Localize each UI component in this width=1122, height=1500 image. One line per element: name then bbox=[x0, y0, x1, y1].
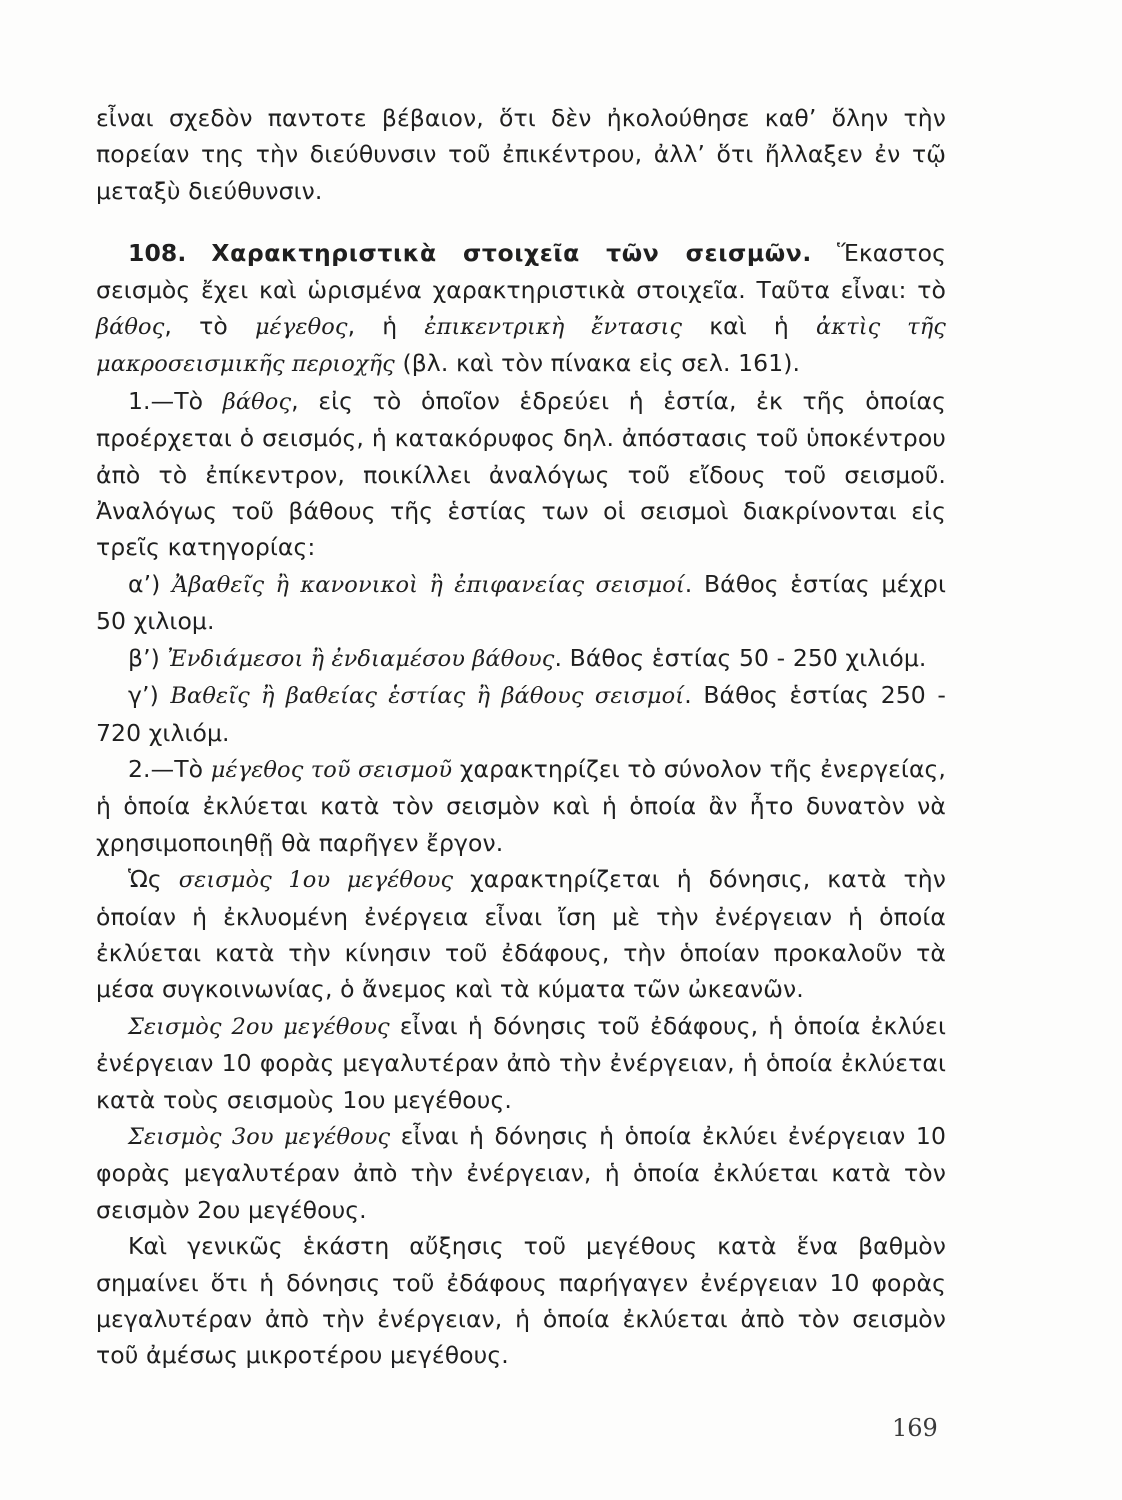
text-run: 1.—Τὸ bbox=[128, 386, 223, 415]
paragraph-continuation: εἶναι σχεδὸν παντοτε βέβαιον, ὅτι δὲν ἠκολούθησε καθ’ ὅλην τὴν πορείαν της τὴν διεύθυνσιν τοῦ ἐπικέντρου, ἀλλ’ ὅτι ἤλλαξεν ἐν τῷ μεταξὺ διεύθυνσιν. bbox=[96, 104, 946, 205]
text-run: εἶναι ἡ δόνησις τοῦ ἐδάφους, ἡ ὁποία ἐκλύει ἐνέργειαν 10 φορὰς μεγαλυτέραν ἀπὸ τὴν ἐνέργειαν, ἡ ὁποία ἐκλύεται κατὰ τοὺς σεισμοὺς 1ου μεγέθους. bbox=[96, 1011, 947, 1114]
section-number: 108. bbox=[128, 239, 187, 268]
text-run: γ’) bbox=[128, 681, 171, 710]
italic-term: Σεισμὸς 2ου μεγέθους bbox=[128, 1013, 390, 1040]
italic-term: βάθος bbox=[222, 388, 292, 415]
paragraph-magnitude-2 bbox=[96, 1008, 946, 1118]
list-item-deep bbox=[96, 677, 946, 751]
italic-term-intensity: ἐπικεντρικὴ ἔντασις bbox=[424, 314, 683, 341]
text-run: , εἰς τὸ ὁποῖον ἑδρεύει ἡ ἑστία, ἐκ τῆς ὁποίας προέρχεται ὁ σεισμός, ἡ κατακόρυφος δηλ. ἀπόστασις τοῦ ὑποκέντρου ἀπὸ τὸ ἐπίκεντρον, ποικίλλει ἀναλόγως τοῦ εἴδους τοῦ σεισμοῦ. Ἀναλόγως τοῦ βάθους τῆς ἑστίας των οἱ σεισμοὶ διακρίνονται εἰς τρεῖς κατηγορίας: bbox=[96, 386, 946, 562]
italic-term: Βαθεῖς ἢ βαθείας ἑστίας ἢ βάθους σεισμοί bbox=[170, 683, 685, 710]
italic-term: Ἐνδιάμεσοι ἢ ἐνδιαμέσου βάθους bbox=[167, 645, 555, 672]
paragraph-general: Καὶ γενικῶς ἑκάστη αὔξησις τοῦ μεγέθους κατὰ ἕνα βαθμὸν σημαίνει ὅτι ἡ δόνησις τοῦ ἐδάφους παρήγαγεν ἐνέργειαν 10 φορὰς μεγαλυτέραν ἀπὸ τὴν ἐνέργειαν, ἡ ὁποία ἐκλύεται ἀπὸ τὸν σεισμὸν τοῦ ἀμέσως μικροτέρου μεγέθους. bbox=[96, 1232, 946, 1370]
text-run: καὶ ἡ bbox=[682, 312, 817, 341]
text-run: α’) bbox=[128, 569, 173, 598]
section-title: Χαρακτηριστικὰ στοιχεῖα τῶν σεισμῶν. bbox=[211, 239, 812, 268]
italic-term: Ἀβαθεῖς ἢ κανονικοὶ ἢ ἐπιφανείας σεισμοί bbox=[172, 571, 685, 598]
paragraph-magnitude-3 bbox=[96, 1118, 946, 1228]
italic-term: Σεισμὸς 3ου μεγέθους bbox=[128, 1123, 391, 1150]
text-run: (βλ. καὶ τὸν πίνακα εἰς σελ. 161). bbox=[394, 349, 801, 378]
text-run: β’) bbox=[128, 643, 168, 672]
italic-term-radius: ἀκτὶς τῆς μακροσεισμικῆς περιοχῆς bbox=[96, 314, 946, 378]
text-run: χαρακτηρίζεται ἡ δόνησις, κατὰ τὴν ὁποίαν ἡ ἐκλυομένη ἐνέργεια εἶναι ἴση μὲ τὴν ἐνέργειαν ἡ ὁποία ἐκλύεται κατὰ τὴν κίνησιν τοῦ ἐδάφους, τὴν ὁποίαν προκαλοῦν τὰ μέσα συγκοινωνίας, ὁ ἄνεμος καὶ τὰ κύματα τῶν ὠκεανῶν. bbox=[96, 865, 946, 1004]
text-run: , τὸ bbox=[164, 312, 255, 341]
paragraph-depth bbox=[96, 383, 946, 566]
italic-term: μέγεθος τοῦ σεισμοῦ bbox=[210, 756, 453, 783]
text-run: , ἡ bbox=[347, 312, 425, 341]
italic-term-depth: βάθος bbox=[96, 314, 165, 341]
italic-term: σεισμὸς 1ου μεγέθους bbox=[178, 867, 454, 894]
text-run: Ὡς bbox=[128, 865, 179, 894]
paragraph-magnitude bbox=[96, 751, 946, 861]
text-run: Ἕκαστος σεισμὸς ἔχει καὶ ὡρισμένα χαρακτηριστικὰ στοιχεῖα. Ταῦτα εἶναι: τὸ bbox=[96, 239, 946, 304]
text-run: χαρακτηρίζει τὸ σύνολον τῆς ἐνεργείας, ἡ ὁποία ἐκλύεται κατὰ τὸν σεισμὸν καὶ ἡ ὁποία ἂν ἦτο δυνατὸν νὰ χρησιμοποιηθῇ θὰ παρῆγεν ἔργον. bbox=[96, 754, 946, 857]
list-item-shallow bbox=[96, 566, 946, 640]
text-run: . Βάθος ἑστίας 250 - 720 χιλιόμ. bbox=[96, 681, 947, 747]
text-run: εἶναι ἡ δόνησις ἡ ὁποία ἐκλύει ἐνέργειαν 10 φορὰς μεγαλυτέραν ἀπὸ τὴν ἐνέργειαν, ἡ ὁποία ἐκλύεται κατὰ τὸν σεισμὸν 2ου μεγέθους. bbox=[96, 1121, 946, 1224]
text-run: 2.—Τὸ bbox=[128, 754, 211, 783]
text-body bbox=[96, 100, 946, 1374]
paragraph-section-108 bbox=[96, 235, 946, 383]
text-run: . Βάθος ἑστίας 50 - 250 χιλιόμ. bbox=[554, 643, 927, 672]
page-number: 169 bbox=[892, 1414, 938, 1442]
text-run: . Βάθος ἑστίας μέχρι 50 χιλιομ. bbox=[96, 569, 946, 636]
list-item-intermediate bbox=[96, 640, 946, 677]
italic-term-magnitude: μέγεθος bbox=[254, 314, 348, 341]
paragraph-magnitude-1 bbox=[96, 861, 946, 1008]
